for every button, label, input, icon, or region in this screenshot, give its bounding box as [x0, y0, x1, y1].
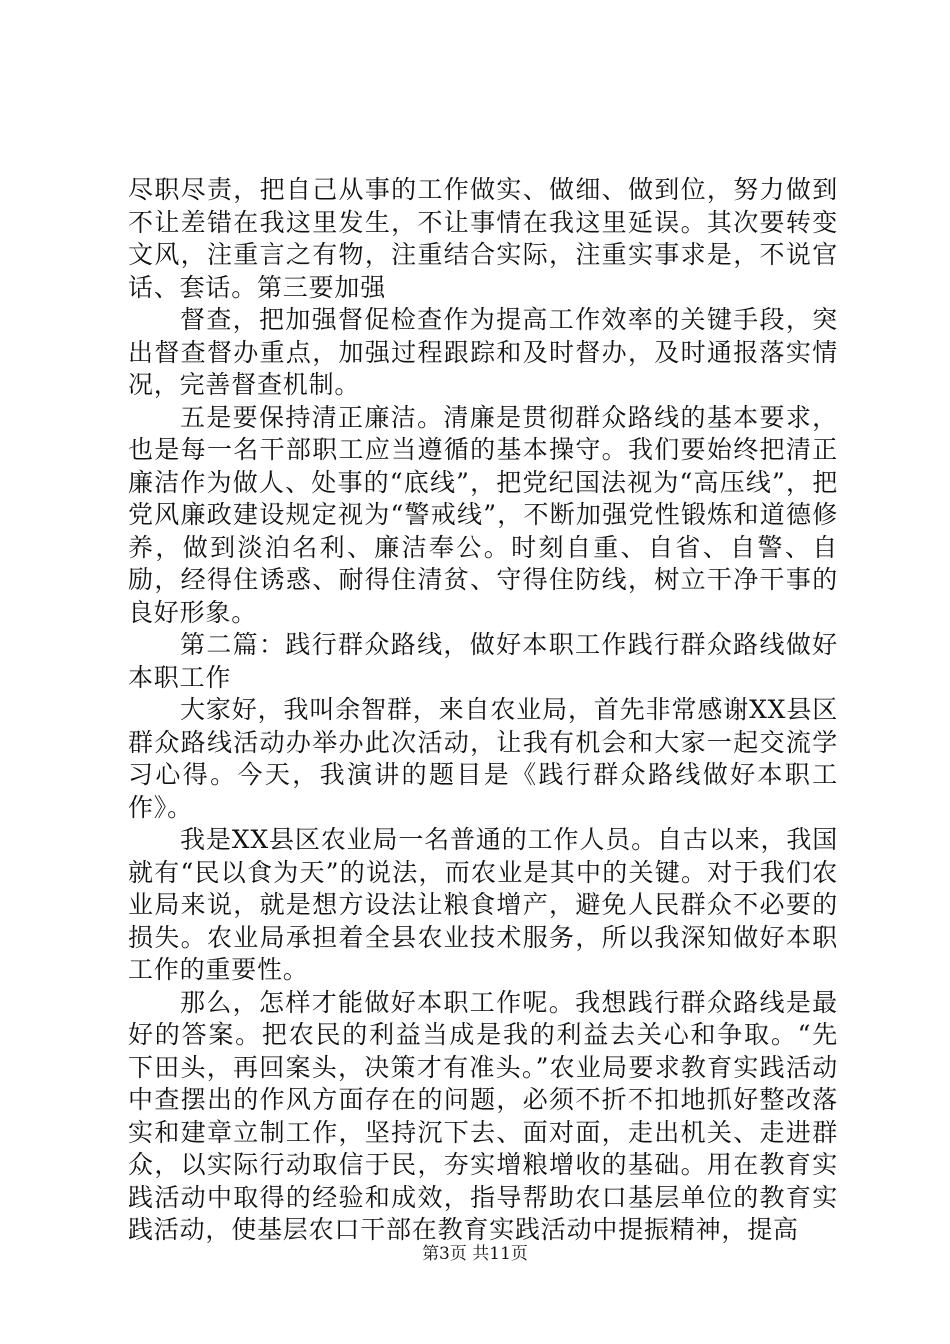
paragraph-continuation: 尽职尽责，把自己从事的工作做实、做细、做到位，努力做到不让差错在我这里发生，不让事情在我这里延误。其次要转变文风，注重言之有物，注重结合实际，注重实事求是，不说官话、套话。第三要加强	[128, 175, 838, 302]
paragraph-supervision: 督查，把加强督促检查作为提高工作效率的关键手段，突出督查督办重点，加强过程跟踪和及时督办，及时通报落实情况，完善督查机制。	[128, 305, 838, 399]
page-footer	[0, 1244, 950, 1264]
document-body	[128, 174, 838, 1247]
paragraph-self-intro: 我是XX县区农业局一名普通的工作人员。自古以来，我国就有“民以食为天”的说法，而农业是其中的关键。对于我们农业局来说，就是想方设法让粮食增产，避免人民群众不必要的损失。农业局承担着全县农业技术服务，所以我深知做好本职工作的重要性。	[128, 825, 838, 984]
section-heading-second-article: 第二篇：践行群众路线，做好本职工作践行群众路线做好本职工作	[128, 630, 838, 692]
page-number-label: 第3页 共11页	[422, 1244, 528, 1264]
paragraph-answer: 那么，怎样才能做好本职工作呢。我想践行群众路线是最好的答案。把农民的利益当成是我的利益去关心和争取。“先下田头，再回案头，决策才有准头。”农业局要求教育实践活动中查摆出的作风方面存在的问题，必须不折不扣地抓好整改落实和建章立制工作，坚持沉下去、面对面，走出机关、走进群众，以实际行动取信于民，夯实增粮增收的基础。用在教育实践活动中取得的经验和成效，指导帮助农口基层单位的教育实践活动，使基层农口干部在教育实践活动中提振精神，提高	[128, 987, 838, 1244]
paragraph-greeting: 大家好，我叫余智群，来自农业局，首先非常感谢XX县区群众路线活动办举办此次活动，让我有机会和大家一起交流学习心得。今天，我演讲的题目是《践行群众路线做好本职工作》。	[128, 695, 838, 822]
paragraph-integrity: 五是要保持清正廉洁。清廉是贯彻群众路线的基本要求，也是每一名干部职工应当遵循的基本操守。我们要始终把清正廉洁作为做人、处事的“底线”，把党纪国法视为“高压线”，把党风廉政建设规定视为“警戒线”，不断加强党性锻炼和道德修养，做到淡泊名利、廉洁奉公。时刻自重、自省、自警、自励，经得住诱惑、耐得住清贫、守得住防线，树立干净干事的良好形象。	[128, 402, 838, 627]
